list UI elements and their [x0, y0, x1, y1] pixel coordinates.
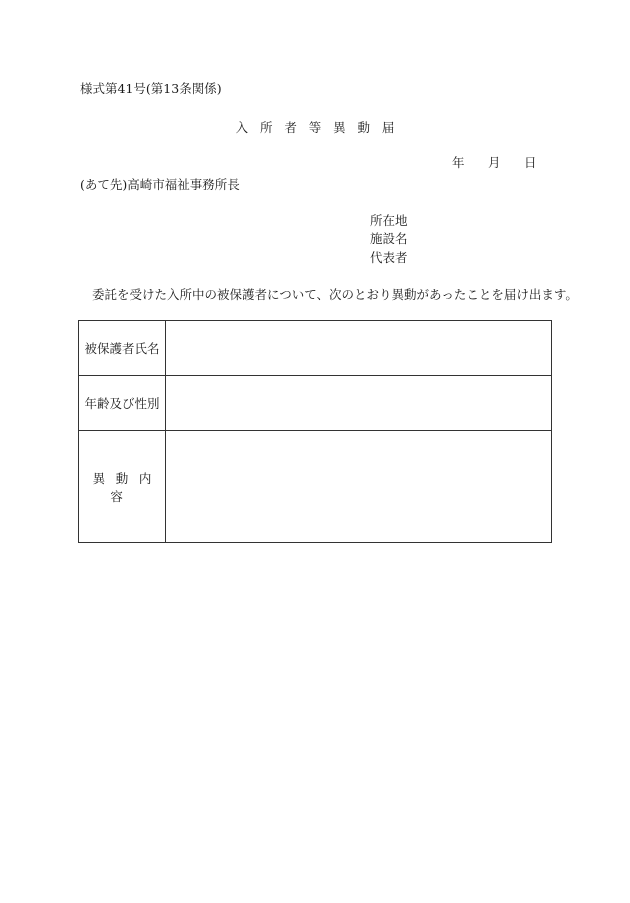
date-day-label: 日: [524, 155, 537, 170]
sender-representative-label: 代表者: [370, 250, 408, 265]
age-gender-field[interactable]: [166, 376, 552, 431]
addressee: (あて先)高崎市福祉事務所長: [80, 177, 240, 192]
table-row: [79, 376, 552, 431]
sender-location-label: 所在地: [370, 213, 408, 228]
sender-facility-label: 施設名: [370, 231, 408, 246]
row-label-age-gender: 年齢及び性別: [79, 376, 166, 431]
form-table: [78, 320, 552, 543]
page-title: 入所者等異動届: [235, 120, 407, 135]
change-details-field[interactable]: [166, 431, 552, 543]
table-row: [79, 431, 552, 543]
table-row: [79, 321, 552, 376]
protected-person-name-field[interactable]: [166, 321, 552, 376]
date-line: [452, 153, 537, 171]
form-number: 様式第41号(第13条関係): [80, 81, 222, 96]
date-year-label: 年: [452, 155, 465, 170]
row-label-change-details: 異動内容: [79, 431, 166, 543]
row-label-protected-person-name: 被保護者氏名: [79, 321, 166, 376]
body-text: 委託を受けた入所中の被保護者について、次のとおり異動があったことを届け出ます。: [92, 287, 578, 302]
date-month-label: 月: [488, 155, 501, 170]
